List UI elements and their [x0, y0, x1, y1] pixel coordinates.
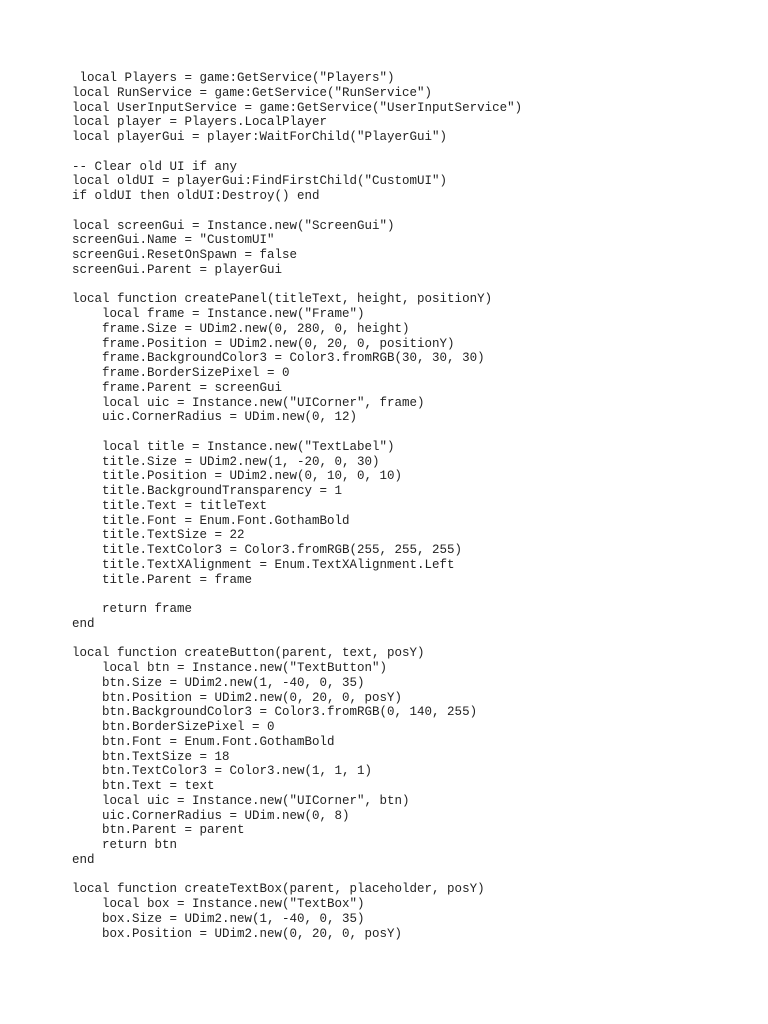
code-line: box.Size = UDim2.new(1, -40, 0, 35): [72, 911, 365, 926]
code-line: frame.BorderSizePixel = 0: [72, 366, 290, 380]
code-line: btn.BackgroundColor3 = Color3.fromRGB(0, 140, 255): [72, 705, 478, 720]
code-line: end: [72, 852, 95, 867]
code-line: local UserInputService = game:GetService("UserInputService"): [72, 100, 523, 115]
code-line: btn.Parent = parent: [72, 823, 245, 838]
code-line: [72, 587, 522, 602]
code-line: local function createButton(parent, text, posY): [72, 646, 425, 661]
code-line: local Players = game:GetService("Players"): [72, 71, 395, 85]
code-line: return frame: [72, 602, 193, 616]
code-line: [72, 868, 522, 883]
code-line: local function createTextBox(parent, placeholder, posY): [72, 882, 485, 897]
code-line: uic.CornerRadius = UDim.new(0, 12): [72, 410, 358, 425]
code-line: btn.TextColor3 = Color3.new(1, 1, 1): [72, 764, 373, 779]
code-line: return btn: [72, 838, 178, 852]
code-line: btn.Text = text: [72, 779, 215, 793]
code-line: title.Text = titleText: [72, 498, 268, 513]
code-line: local uic = Instance.new("UICorner", btn): [72, 793, 410, 808]
code-document: [72, 71, 522, 941]
code-line: local function createPanel(titleText, height, positionY): [72, 292, 493, 307]
code-line: frame.Size = UDim2.new(0, 280, 0, height): [72, 321, 410, 336]
code-line: [72, 632, 522, 647]
code-line: if oldUI then oldUI:Destroy() end: [72, 189, 320, 203]
code-line: btn.Position = UDim2.new(0, 20, 0, posY): [72, 690, 403, 705]
code-line: local uic = Instance.new("UICorner", frame): [72, 395, 425, 410]
code-line: btn.BorderSizePixel = 0: [72, 720, 275, 734]
code-line: [72, 278, 522, 293]
code-line: [72, 204, 522, 219]
code-line: title.Parent = frame: [72, 572, 253, 587]
code-line: title.BackgroundTransparency = 1: [72, 484, 343, 498]
code-line: local RunService = game:GetService("RunService"): [72, 85, 433, 100]
code-line: btn.TextSize = 18: [72, 749, 230, 764]
code-line: title.Position = UDim2.new(0, 10, 0, 10): [72, 469, 403, 484]
code-line: title.Font = Enum.Font.GothamBold: [72, 513, 350, 528]
code-line: title.TextColor3 = Color3.fromRGB(255, 255, 255): [72, 543, 463, 557]
code-line: uic.CornerRadius = UDim.new(0, 8): [72, 808, 350, 823]
code-line: btn.Font = Enum.Font.GothamBold: [72, 734, 335, 749]
code-line: local playerGui = player:WaitForChild("PlayerGui"): [72, 130, 448, 144]
code-line: title.TextSize = 22: [72, 528, 245, 543]
code-line: end: [72, 616, 95, 631]
code-line: [72, 425, 522, 440]
code-line: local box = Instance.new("TextBox"): [72, 897, 365, 911]
code-line: local title = Instance.new("TextLabel"): [72, 439, 395, 454]
code-line: title.Size = UDim2.new(1, -20, 0, 30): [72, 454, 380, 469]
code-line: local frame = Instance.new("Frame"): [72, 307, 365, 321]
code-line: -- Clear old UI if any: [72, 159, 238, 174]
code-line: screenGui.Name = "CustomUI": [72, 233, 275, 248]
code-line: frame.BackgroundColor3 = Color3.fromRGB(30, 30, 30): [72, 351, 485, 366]
code-line: btn.Size = UDim2.new(1, -40, 0, 35): [72, 675, 365, 690]
code-line: frame.Parent = screenGui: [72, 380, 283, 395]
code-line: local screenGui = Instance.new("ScreenGui"): [72, 218, 395, 233]
code-line: title.TextXAlignment = Enum.TextXAlignment.Left: [72, 557, 455, 572]
code-line: screenGui.Parent = playerGui: [72, 262, 283, 277]
code-line: local btn = Instance.new("TextButton"): [72, 661, 388, 675]
code-line: screenGui.ResetOnSpawn = false: [72, 248, 298, 262]
code-line: local oldUI = playerGui:FindFirstChild("CustomUI"): [72, 174, 448, 189]
code-line: box.Position = UDim2.new(0, 20, 0, posY): [72, 926, 403, 941]
code-line: local player = Players.LocalPlayer: [72, 115, 328, 130]
code-line: [72, 145, 522, 160]
code-line: frame.Position = UDim2.new(0, 20, 0, positionY): [72, 336, 455, 351]
